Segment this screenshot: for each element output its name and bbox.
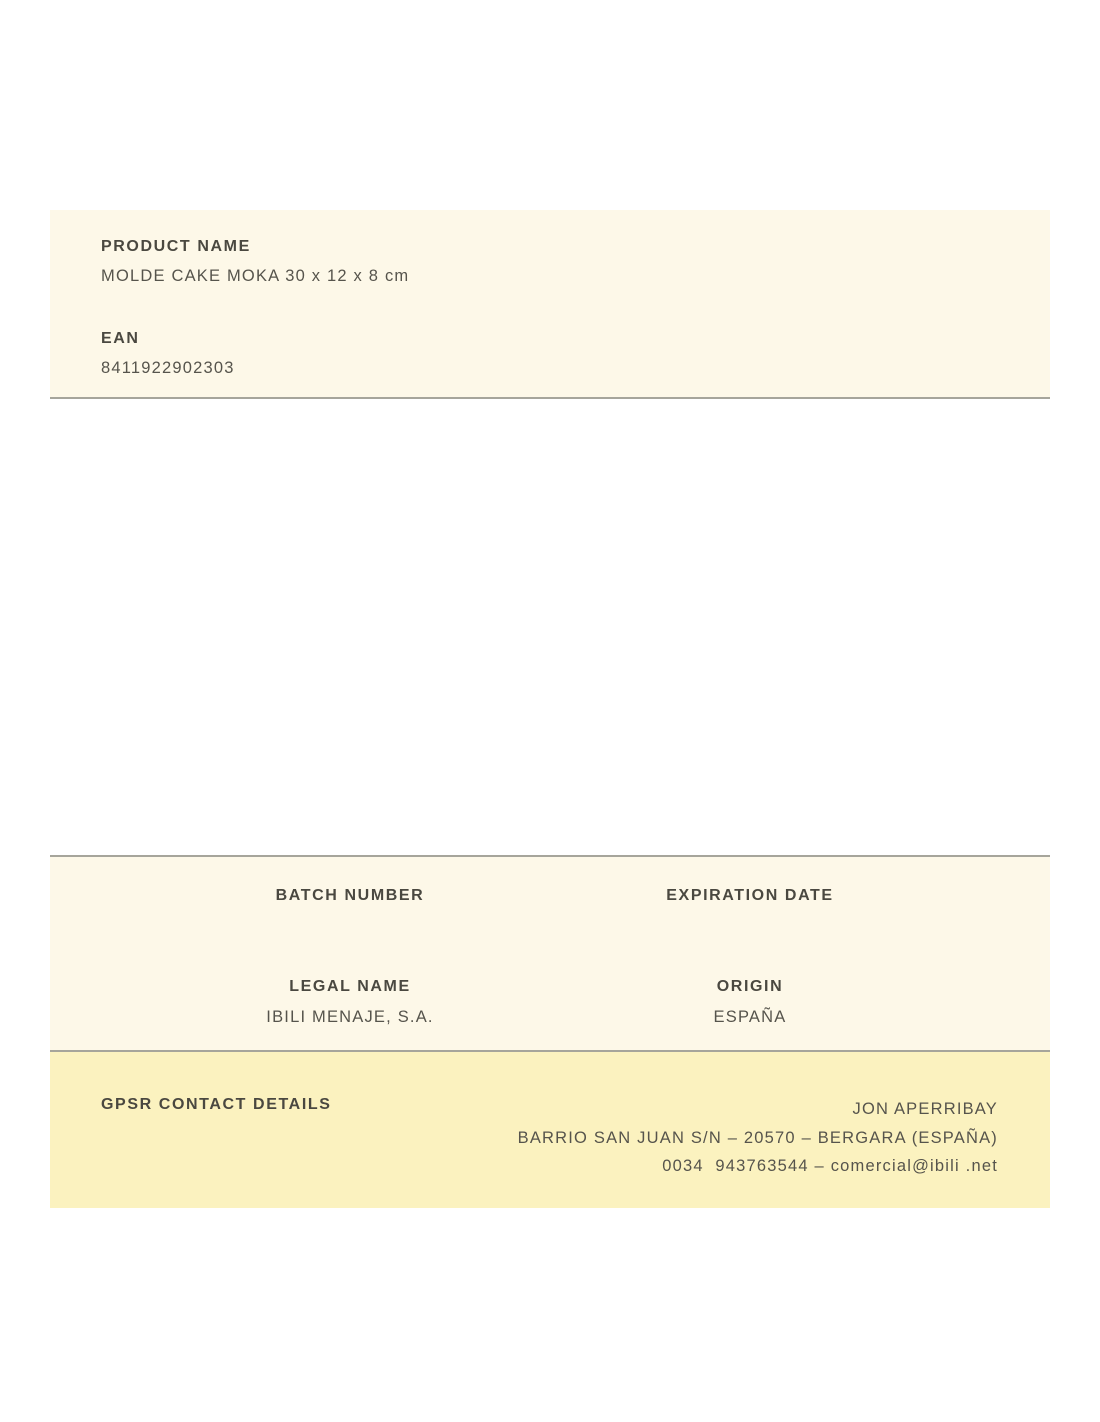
gpsr-contact-section: [50, 1052, 1050, 1208]
origin-value: ESPAÑA: [713, 1008, 787, 1026]
legal-origin-row: [150, 977, 950, 1027]
gpsr-contact-heading: GPSR CONTACT DETAILS: [101, 1096, 332, 1113]
ean-value: 8411922902303: [101, 359, 235, 377]
gpsr-contact-name: JON APERRIBAY: [852, 1100, 998, 1118]
legal-name-value: IBILI MENAJE, S.A.: [266, 1008, 434, 1026]
batch-number-label: BATCH NUMBER: [275, 887, 425, 904]
legal-name-field: [150, 977, 550, 1027]
gpsr-contact-address: BARRIO SAN JUAN S/N – 20570 – BERGARA (ESPAÑA): [517, 1128, 998, 1147]
product-name-value: MOLDE CAKE MOKA 30 x 12 x 8 cm: [101, 267, 410, 285]
legal-name-label: LEGAL NAME: [289, 978, 411, 995]
expiration-date-label: EXPIRATION DATE: [666, 887, 834, 904]
batch-expiration-row: [150, 886, 950, 905]
gpsr-contact-phone-email: 0034 943763544 – comercial@ibili .net: [662, 1157, 998, 1175]
ean-field: [101, 329, 1000, 378]
origin-field: [550, 977, 950, 1027]
ean-label: EAN: [101, 330, 140, 347]
product-info-section: [50, 210, 1050, 399]
origin-label: ORIGIN: [716, 978, 784, 995]
batch-legal-section: [50, 855, 1050, 1052]
batch-number-field: [150, 886, 550, 905]
product-name-label: PRODUCT NAME: [101, 238, 251, 255]
expiration-date-field: [550, 886, 950, 905]
gpsr-contact-block: [518, 1095, 998, 1181]
product-name-field: [101, 237, 1000, 286]
